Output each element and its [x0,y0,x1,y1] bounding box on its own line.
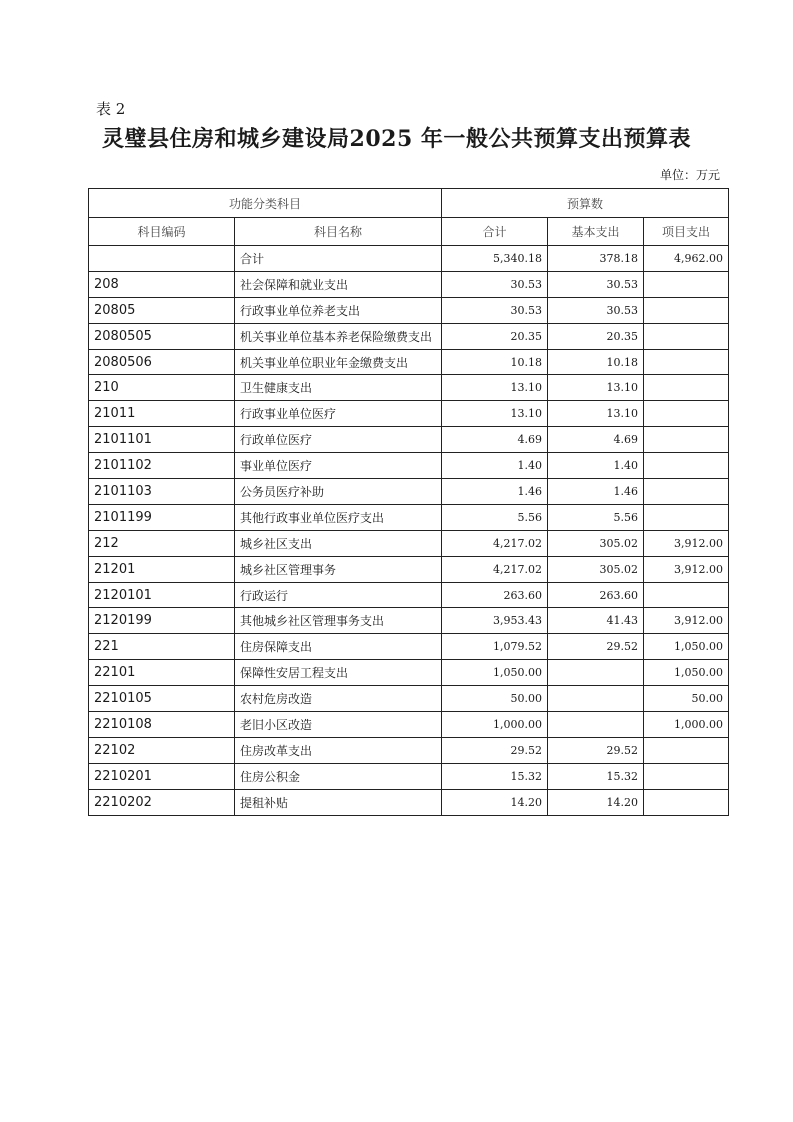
cell-total: 14.20 [442,789,548,815]
table-row [89,246,729,272]
table-row [89,375,729,401]
cell-basic: 4.69 [548,427,644,453]
header-budget-amount: 预算数 [442,189,729,218]
table-row [89,712,729,738]
table-row [89,660,729,686]
cell-name: 其他城乡社区管理事务支出 [235,608,442,634]
cell-total: 13.10 [442,401,548,427]
table-row [89,271,729,297]
table-row [89,789,729,815]
cell-code: 210 [89,375,235,401]
cell-name: 公务员医疗补助 [235,479,442,505]
cell-basic [548,686,644,712]
column-header-code: 科目编码 [89,218,235,246]
cell-basic: 305.02 [548,530,644,556]
cell-total: 15.32 [442,763,548,789]
cell-basic: 378.18 [548,246,644,272]
cell-basic: 30.53 [548,297,644,323]
cell-name: 机关事业单位职业年金缴费支出 [235,349,442,375]
cell-basic: 20.35 [548,323,644,349]
cell-total: 30.53 [442,271,548,297]
table-row [89,608,729,634]
cell-name: 事业单位医疗 [235,453,442,479]
cell-project [644,323,729,349]
cell-total: 5,340.18 [442,246,548,272]
cell-code [89,246,235,272]
cell-name: 行政单位医疗 [235,427,442,453]
cell-total: 13.10 [442,375,548,401]
table-row [89,453,729,479]
cell-basic: 10.18 [548,349,644,375]
cell-code: 2120101 [89,582,235,608]
cell-code: 22101 [89,660,235,686]
table-row [89,504,729,530]
cell-code: 212 [89,530,235,556]
table-row [89,634,729,660]
column-header-name: 科目名称 [235,218,442,246]
cell-basic: 13.10 [548,401,644,427]
column-header-project: 项目支出 [644,218,729,246]
cell-project [644,763,729,789]
table-row [89,686,729,712]
cell-total: 1,079.52 [442,634,548,660]
cell-name: 住房改革支出 [235,737,442,763]
cell-name: 行政事业单位医疗 [235,401,442,427]
cell-basic: 30.53 [548,271,644,297]
cell-code: 22102 [89,737,235,763]
cell-code: 2080505 [89,323,235,349]
cell-project: 1,000.00 [644,712,729,738]
cell-basic: 29.52 [548,737,644,763]
cell-code: 2210202 [89,789,235,815]
cell-basic: 1.40 [548,453,644,479]
cell-total: 30.53 [442,297,548,323]
cell-project [644,504,729,530]
cell-total: 1,000.00 [442,712,548,738]
cell-name: 其他行政事业单位医疗支出 [235,504,442,530]
column-header-basic: 基本支出 [548,218,644,246]
cell-project [644,401,729,427]
cell-project [644,427,729,453]
cell-project [644,349,729,375]
table-row [89,297,729,323]
cell-code: 2101101 [89,427,235,453]
cell-basic: 15.32 [548,763,644,789]
cell-total: 29.52 [442,737,548,763]
cell-name: 机关事业单位基本养老保险缴费支出 [235,323,442,349]
cell-project [644,453,729,479]
document-title: 灵璧县住房和城乡建设局2025 年一般公共预算支出预算表 [102,126,691,152]
cell-total: 4,217.02 [442,530,548,556]
cell-name: 住房保障支出 [235,634,442,660]
cell-basic: 41.43 [548,608,644,634]
table-row [89,479,729,505]
cell-project: 50.00 [644,686,729,712]
cell-basic: 5.56 [548,504,644,530]
cell-total: 1.40 [442,453,548,479]
table-row [89,401,729,427]
cell-code: 2210105 [89,686,235,712]
table-label: 表 2 [96,100,126,118]
cell-total: 5.56 [442,504,548,530]
cell-code: 221 [89,634,235,660]
cell-name: 城乡社区管理事务 [235,556,442,582]
table-row [89,582,729,608]
cell-code: 2210108 [89,712,235,738]
cell-basic: 1.46 [548,479,644,505]
cell-code: 2101199 [89,504,235,530]
cell-name: 社会保障和就业支出 [235,271,442,297]
cell-total: 4,217.02 [442,556,548,582]
cell-project: 3,912.00 [644,530,729,556]
cell-total: 50.00 [442,686,548,712]
table-row [89,323,729,349]
cell-name: 行政事业单位养老支出 [235,297,442,323]
cell-project: 1,050.00 [644,660,729,686]
cell-code: 21201 [89,556,235,582]
cell-name: 住房公积金 [235,763,442,789]
unit-label: 单位：万元 [659,168,720,182]
table-row [89,556,729,582]
cell-total: 3,953.43 [442,608,548,634]
cell-name: 城乡社区支出 [235,530,442,556]
cell-name: 合计 [235,246,442,272]
table-row [89,763,729,789]
cell-project [644,737,729,763]
cell-basic [548,712,644,738]
cell-basic: 305.02 [548,556,644,582]
cell-basic: 14.20 [548,789,644,815]
cell-name: 提租补贴 [235,789,442,815]
header-group-row [89,189,729,218]
cell-project [644,375,729,401]
cell-project: 3,912.00 [644,608,729,634]
cell-name: 保障性安居工程支出 [235,660,442,686]
table-row [89,530,729,556]
cell-total: 10.18 [442,349,548,375]
cell-basic: 13.10 [548,375,644,401]
cell-code: 2101102 [89,453,235,479]
cell-code: 2120199 [89,608,235,634]
header-functional-classification: 功能分类科目 [89,189,442,218]
cell-total: 1,050.00 [442,660,548,686]
table-row [89,737,729,763]
cell-name: 卫生健康支出 [235,375,442,401]
table-body [89,246,729,816]
cell-total: 4.69 [442,427,548,453]
cell-total: 20.35 [442,323,548,349]
cell-name: 行政运行 [235,582,442,608]
cell-project [644,789,729,815]
cell-name: 农村危房改造 [235,686,442,712]
cell-code: 20805 [89,297,235,323]
table-row [89,349,729,375]
table-row [89,427,729,453]
cell-code: 208 [89,271,235,297]
header-column-row [89,218,729,246]
cell-total: 263.60 [442,582,548,608]
cell-project [644,271,729,297]
cell-project: 3,912.00 [644,556,729,582]
cell-project: 1,050.00 [644,634,729,660]
column-header-total: 合计 [442,218,548,246]
cell-project [644,297,729,323]
cell-basic: 263.60 [548,582,644,608]
budget-table [88,188,729,816]
cell-code: 2101103 [89,479,235,505]
cell-project [644,479,729,505]
cell-basic: 29.52 [548,634,644,660]
cell-name: 老旧小区改造 [235,712,442,738]
cell-project: 4,962.00 [644,246,729,272]
cell-project [644,582,729,608]
cell-code: 2210201 [89,763,235,789]
cell-code: 2080506 [89,349,235,375]
cell-code: 21011 [89,401,235,427]
cell-basic [548,660,644,686]
cell-total: 1.46 [442,479,548,505]
